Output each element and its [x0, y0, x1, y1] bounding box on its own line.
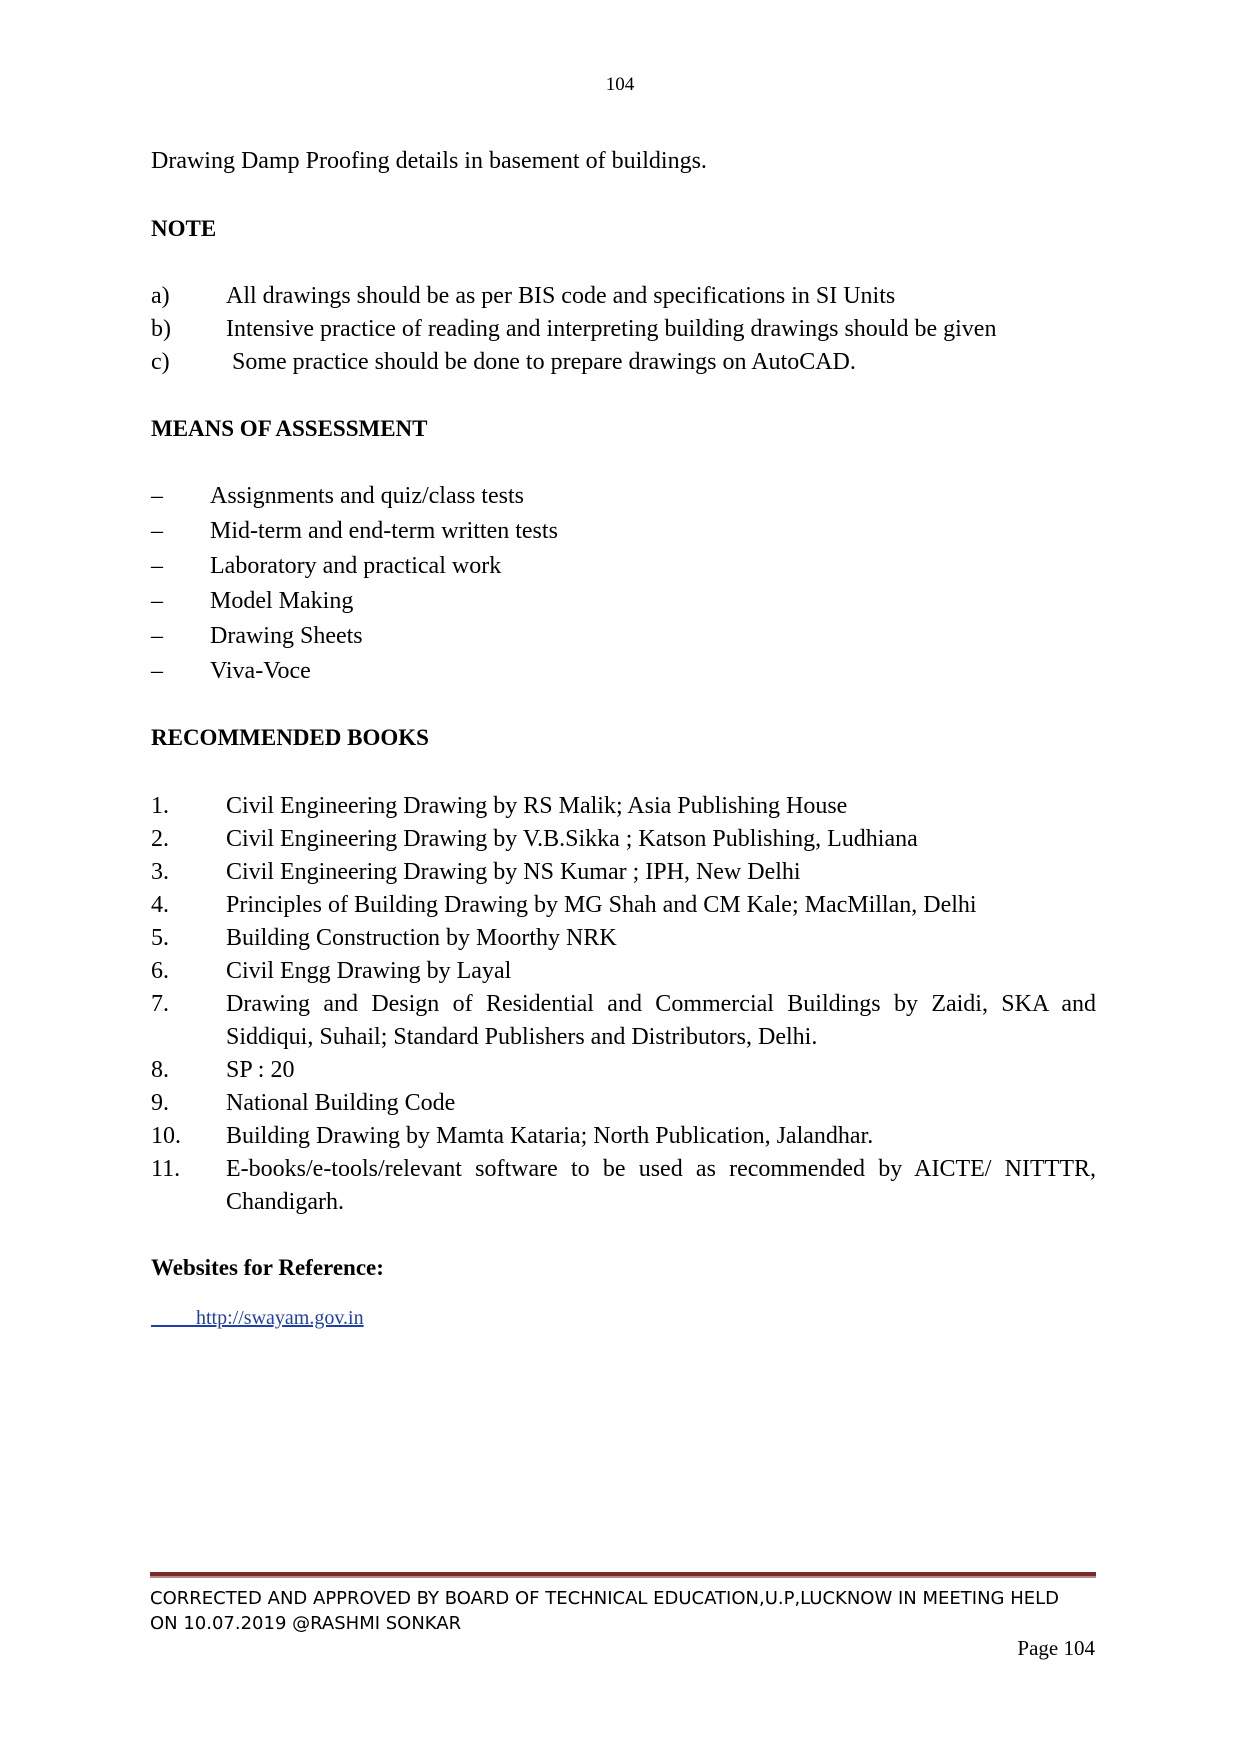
list-item-text: Intensive practice of reading and interpreting building drawings should be given: [226, 316, 997, 342]
footer-line-1: CORRECTED AND APPROVED BY BOARD OF TECHNICAL EDUCATION,U.P,LUCKNOW IN MEETING HELD: [150, 1588, 1059, 1609]
list-item: [151, 988, 1096, 1054]
list-item: [151, 654, 1096, 689]
list-item-text: Principles of Building Drawing by MG Shah and CM Kale; MacMillan, Delhi: [226, 892, 977, 918]
list-item: [151, 955, 1096, 988]
list-item-text: E-books/e-tools/relevant software to be used as recommended by AICTE/ NITTTR, Chandigarh.: [226, 1156, 1096, 1215]
list-marker: –: [151, 483, 163, 509]
list-item: [151, 1120, 1096, 1153]
list-marker: 1.: [151, 793, 169, 819]
reference-link-text[interactable]: http://swayam.gov.in: [196, 1307, 364, 1329]
note-heading: NOTE: [151, 216, 217, 241]
assessment-list: [151, 479, 1096, 689]
list-item-text: Civil Engineering Drawing by V.B.Sikka ; Katson Publishing, Ludhiana: [226, 826, 918, 852]
list-item-text: All drawings should be as per BIS code and specifications in SI Units: [226, 283, 896, 309]
list-marker: 11.: [151, 1156, 181, 1182]
websites-heading: Websites for Reference:: [151, 1255, 384, 1280]
list-marker: –: [151, 623, 163, 649]
list-item-text: Drawing and Design of Residential and Commercial Buildings by Zaidi, SKA and Siddiqui, Suhail; Standard Publishers and Distributors, Delhi.: [226, 991, 1096, 1050]
list-item: [151, 479, 1096, 514]
list-item: [151, 584, 1096, 619]
list-item: [151, 790, 1096, 823]
list-item-text: Some practice should be done to prepare drawings on AutoCAD.: [226, 349, 856, 375]
list-item-text: Model Making: [210, 588, 354, 614]
list-marker: 9.: [151, 1090, 169, 1116]
list-item-text: Assignments and quiz/class tests: [210, 483, 524, 509]
list-item: [151, 856, 1096, 889]
assessment-heading: MEANS OF ASSESSMENT: [151, 416, 428, 441]
list-marker: 4.: [151, 892, 169, 918]
list-item-text: Mid-term and end-term written tests: [210, 518, 558, 544]
list-item: [151, 514, 1096, 549]
list-item-text: Civil Engineering Drawing by NS Kumar ; IPH, New Delhi: [226, 859, 801, 885]
list-item: [151, 1087, 1096, 1120]
list-item-text: Building Drawing by Mamta Kataria; North Publication, Jalandhar.: [226, 1123, 874, 1149]
list-item-text: Building Construction by Moorthy NRK: [226, 925, 617, 951]
list-item: [151, 313, 1096, 346]
list-marker: 7.: [151, 991, 169, 1017]
intro-text: Drawing Damp Proofing details in basement of buildings.: [151, 148, 707, 174]
list-marker: 10.: [151, 1123, 181, 1149]
footer-line-2: ON 10.07.2019 @RASHMI SONKAR: [150, 1613, 462, 1634]
list-item: [151, 346, 1096, 379]
books-heading: RECOMMENDED BOOKS: [151, 725, 429, 750]
list-item: [151, 549, 1096, 584]
list-item-text: National Building Code: [226, 1090, 456, 1116]
list-marker: –: [151, 658, 163, 684]
list-item-text: Laboratory and practical work: [210, 553, 502, 579]
list-marker: –: [151, 553, 163, 579]
list-marker: 2.: [151, 826, 169, 852]
note-list: [151, 280, 1096, 379]
list-item: [151, 922, 1096, 955]
list-item-text: Civil Engineering Drawing by RS Malik; Asia Publishing House: [226, 793, 848, 819]
list-marker: c): [151, 349, 170, 375]
list-marker: –: [151, 518, 163, 544]
footer-divider: [150, 1572, 1096, 1578]
books-list: [151, 790, 1096, 1219]
page-number-top: 104: [605, 74, 635, 95]
list-marker: 6.: [151, 958, 169, 984]
list-item-text: Civil Engg Drawing by Layal: [226, 958, 512, 984]
list-item-text: Drawing Sheets: [210, 623, 363, 649]
list-item: [151, 1153, 1096, 1219]
list-marker: b): [151, 316, 171, 342]
list-marker: –: [151, 588, 163, 614]
list-marker: 8.: [151, 1057, 169, 1083]
list-item: [151, 280, 1096, 313]
list-item: [151, 889, 1096, 922]
list-marker: a): [151, 283, 170, 309]
list-item: [151, 1054, 1096, 1087]
list-item: [151, 619, 1096, 654]
list-item-text: Viva-Voce: [210, 658, 311, 684]
list-marker: 3.: [151, 859, 169, 885]
footer-page-number: Page 104: [1017, 1636, 1095, 1660]
list-marker: 5.: [151, 925, 169, 951]
list-item-text: SP : 20: [226, 1057, 295, 1083]
list-item: [151, 823, 1096, 856]
reference-link[interactable]: [151, 1307, 364, 1330]
footer-approval-text: [150, 1586, 1096, 1636]
